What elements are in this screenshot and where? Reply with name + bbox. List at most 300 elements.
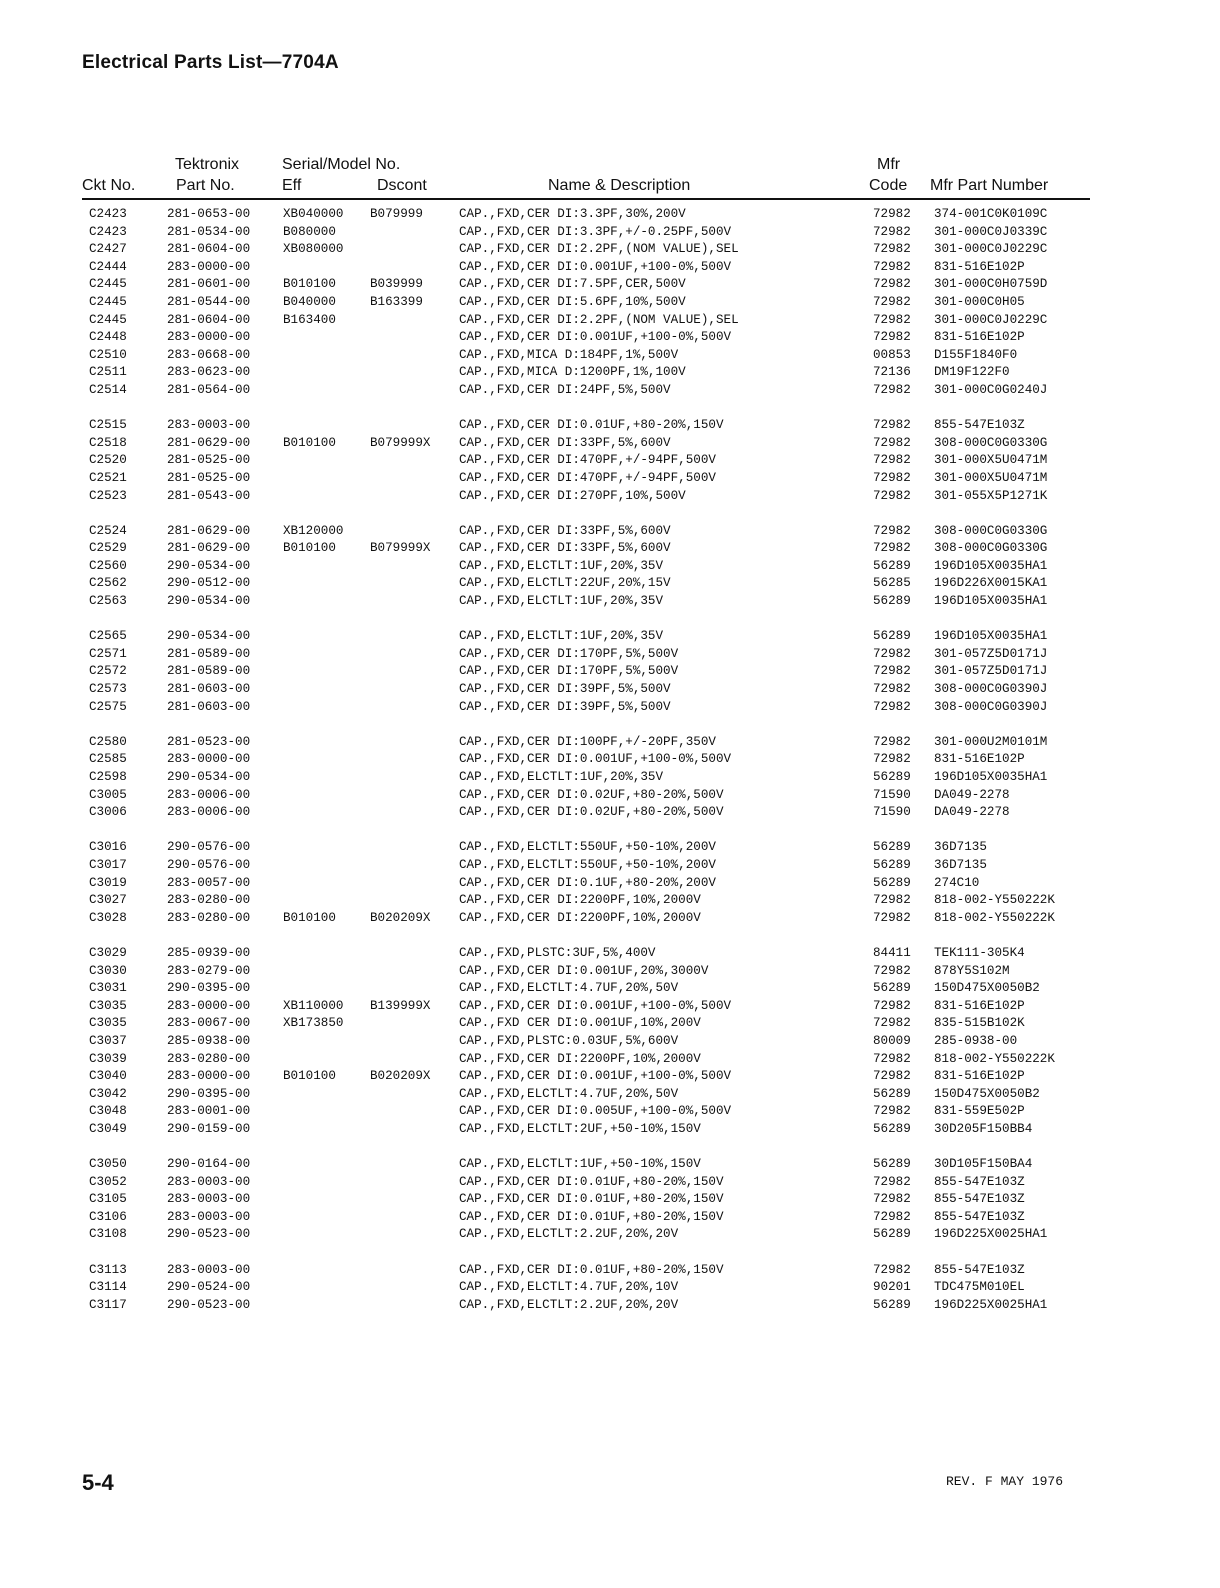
name-description: CAP.,FXD,CER DI:0.001UF,+100-0%,500V [459,330,732,345]
mfr-part-number: 831-516E102P [934,259,1025,274]
serial-eff: B010100 [283,277,336,292]
part-no: 290-0523-00 [167,1227,251,1242]
ckt-no: C2445 [89,277,127,292]
mfr-part-number: 878Y5S102M [934,963,1010,978]
part-no: 281-0629-00 [167,435,251,450]
mfr-part-number: 196D105X0035HA1 [934,558,1048,573]
part-no: 281-0601-00 [167,277,251,292]
mfr-part-number: 196D225X0025HA1 [934,1297,1048,1312]
part-no: 283-0003-00 [167,1174,251,1189]
ckt-no: C3027 [89,893,127,908]
ckt-no: C3052 [89,1174,127,1189]
name-description: CAP.,FXD,CER DI:39PF,5%,500V [459,682,671,697]
mfr-part-number: 308-000C0G0390J [934,682,1048,697]
name-description: CAP.,FXD,ELCTLT:4.7UF,20%,50V [459,981,679,996]
mfr-code: 72982 [873,207,911,221]
mfr-code: 56289 [873,857,911,872]
table-row [0,1033,1220,1051]
table-row [0,1068,1220,1086]
parts-table-body [0,206,1220,1332]
ckt-no: C3031 [89,981,127,996]
ckt-no: C3006 [89,805,127,820]
name-description: CAP.,FXD,ELCTLT:2UF,+50-10%,150V [459,1121,701,1136]
mfr-code: 56289 [873,840,911,855]
ckt-no: C2598 [89,770,127,784]
serial-dscont: B020209X [370,1069,431,1084]
table-row [0,312,1220,330]
mfr-code: 71590 [873,805,911,820]
mfr-code: 72982 [873,259,911,274]
mfr-part-number: 831-516E102P [934,752,1025,767]
part-no: 290-0395-00 [167,981,251,996]
name-description: CAP.,FXD,ELCTLT:1UF,20%,35V [459,629,664,644]
name-description: CAP.,FXD,CER DI:33PF,5%,600V [459,541,671,556]
part-no: 290-0512-00 [167,576,251,591]
part-no: 283-0006-00 [167,805,251,820]
mfr-part-number: 274C10 [934,875,980,890]
part-no: 281-0564-00 [167,382,251,397]
part-no: 283-0003-00 [167,418,251,433]
part-no: 283-0067-00 [167,1016,251,1031]
part-no: 281-0629-00 [167,523,251,538]
serial-eff: B040000 [283,294,336,309]
part-no: 281-0525-00 [167,470,251,485]
row-group [0,1156,1220,1244]
ckt-no: C2448 [89,330,127,345]
mfr-code: 72982 [873,646,911,661]
mfr-code: 72982 [873,699,911,714]
table-row [0,558,1220,576]
mfr-part-number: 150D475X0050B2 [934,1086,1040,1101]
part-no: 281-0603-00 [167,699,251,714]
table-row [0,1226,1220,1244]
table-row [0,875,1220,893]
name-description: CAP.,FXD,PLSTC:3UF,5%,400V [459,945,656,960]
ckt-no: C3030 [89,963,127,978]
row-group [0,839,1220,927]
ckt-no: C3019 [89,875,127,890]
part-no: 290-0534-00 [167,558,251,573]
ckt-no: C3113 [89,1262,127,1277]
name-description: CAP.,FXD,CER DI:7.5PF,CER,500V [459,277,686,292]
name-description: CAP.,FXD,ELCTLT:1UF,+50-10%,150V [459,1157,701,1172]
name-description: CAP.,FXD,CER DI:0.001UF,+100-0%,500V [459,998,732,1013]
row-group [0,1262,1220,1315]
ckt-no: C2445 [89,312,127,327]
serial-eff: XB080000 [283,242,344,257]
table-row [0,804,1220,822]
mfr-code: 72982 [873,963,911,978]
row-group [0,734,1220,822]
name-description: CAP.,FXD,ELCTLT:4.7UF,20%,50V [459,1086,679,1101]
table-row [0,593,1220,611]
mfr-part-number: DA049-2278 [934,805,1010,820]
table-row [0,206,1220,224]
mfr-code: 56289 [873,558,911,573]
table-row [0,945,1220,963]
table-row [0,364,1220,382]
mfr-part-number: 831-516E102P [934,1069,1025,1084]
serial-eff: B010100 [283,1069,336,1084]
mfr-part-number: 30D105F150BA4 [934,1157,1033,1172]
table-row [0,1262,1220,1280]
ckt-no: C2560 [89,558,127,573]
mfr-code: 72982 [873,523,911,538]
mfr-code: 72982 [873,312,911,327]
mfr-part-number: 301-000C0G0240J [934,382,1048,397]
name-description: CAP.,FXD,CER DI:33PF,5%,600V [459,435,671,450]
part-no: 283-0000-00 [167,752,251,767]
serial-dscont: B079999 [370,207,423,221]
mfr-code: 72982 [873,1209,911,1224]
mfr-code: 56289 [873,1086,911,1101]
name-description: CAP.,FXD,CER DI:100PF,+/-20PF,350V [459,734,716,749]
header-part-no: Part No. [176,177,235,194]
name-description: CAP.,FXD,CER DI:33PF,5%,600V [459,523,671,538]
mfr-code: 56289 [873,629,911,644]
name-description: CAP.,FXD,CER DI:0.02UF,+80-20%,500V [459,805,724,820]
ckt-no: C3049 [89,1121,127,1136]
name-description: CAP.,FXD,CER DI:0.1UF,+80-20%,200V [459,875,716,890]
mfr-code: 72982 [873,1104,911,1119]
ckt-no: C2445 [89,294,127,309]
mfr-code: 72982 [873,1069,911,1084]
mfr-code: 72982 [873,1051,911,1066]
name-description: CAP.,FXD,ELCTLT:1UF,20%,35V [459,594,664,609]
ckt-no: C2427 [89,242,127,257]
serial-eff: XB120000 [283,523,344,538]
part-no: 285-0938-00 [167,1033,251,1048]
name-description: CAP.,FXD,CER DI:0.001UF,+100-0%,500V [459,1069,732,1084]
ckt-no: C3042 [89,1086,127,1101]
ckt-no: C2510 [89,347,127,362]
part-no: 281-0604-00 [167,242,251,257]
serial-eff: XB040000 [283,207,344,221]
table-row [0,1279,1220,1297]
name-description: CAP.,FXD,ELCTLT:2.2UF,20%,20V [459,1297,679,1312]
mfr-part-number: 196D226X0015KA1 [934,576,1048,591]
part-no: 283-0623-00 [167,365,251,380]
name-description: CAP.,FXD,CER DI:3.3PF,+/-0.25PF,500V [459,224,732,239]
mfr-code: 72982 [873,488,911,503]
table-row [0,1191,1220,1209]
mfr-code: 84411 [873,945,911,960]
ckt-no: C2423 [89,207,127,221]
name-description: CAP.,FXD,CER DI:470PF,+/-94PF,500V [459,453,716,468]
part-no: 290-0534-00 [167,770,251,784]
ckt-no: C3106 [89,1209,127,1224]
name-description: CAP.,FXD,CER DI:3.3PF,30%,200V [459,207,686,221]
name-description: CAP.,FXD,MICA D:184PF,1%,500V [459,347,679,362]
mfr-part-number: 855-547E103Z [934,1209,1025,1224]
name-description: CAP.,FXD,MICA D:1200PF,1%,100V [459,365,686,380]
table-row [0,663,1220,681]
part-no: 290-0524-00 [167,1280,251,1295]
serial-dscont: B020209X [370,910,431,925]
header-mfr-part-number: Mfr Part Number [930,177,1049,194]
mfr-code: 56289 [873,1297,911,1312]
mfr-part-number: 308-000C0G0390J [934,699,1048,714]
name-description: CAP.,FXD,ELCTLT:22UF,20%,15V [459,576,671,591]
ckt-no: C3108 [89,1227,127,1242]
mfr-code: 72982 [873,1016,911,1031]
name-description: CAP.,FXD,CER DI:170PF,5%,500V [459,664,679,679]
table-row [0,523,1220,541]
name-description: CAP.,FXD,CER DI:170PF,5%,500V [459,646,679,661]
serial-dscont: B079999X [370,541,431,556]
mfr-code: 56285 [873,576,911,591]
table-row [0,980,1220,998]
part-no: 290-0523-00 [167,1297,251,1312]
ckt-no: C3039 [89,1051,127,1066]
name-description: CAP.,FXD,ELCTLT:4.7UF,20%,10V [459,1280,679,1295]
part-no: 290-0164-00 [167,1157,251,1172]
mfr-code: 72982 [873,330,911,345]
table-row [0,1051,1220,1069]
table-row [0,963,1220,981]
mfr-part-number: 301-000C0J0339C [934,224,1048,239]
mfr-part-number: 855-547E103Z [934,1192,1025,1207]
name-description: CAP.,FXD,CER DI:2.2PF,(NOM VALUE),SEL [459,242,739,257]
mfr-code: 72982 [873,277,911,292]
ckt-no: C3048 [89,1104,127,1119]
mfr-code: 72982 [873,734,911,749]
mfr-part-number: 301-000U2M0101M [934,734,1048,749]
row-group [0,628,1220,716]
revision-note: REV. F MAY 1976 [946,1474,1064,1489]
serial-eff: B010100 [283,435,336,450]
mfr-code: 72982 [873,242,911,257]
mfr-code: 72982 [873,1262,911,1277]
ckt-no: C3035 [89,998,127,1013]
mfr-part-number: D155F1840F0 [934,347,1018,362]
part-no: 283-0280-00 [167,1051,251,1066]
header-tektronix: Tektronix [175,156,240,173]
part-no: 281-0653-00 [167,207,251,221]
part-no: 281-0629-00 [167,541,251,556]
ckt-no: C2444 [89,259,127,274]
name-description: CAP.,FXD,CER DI:0.01UF,+80-20%,150V [459,1209,724,1224]
mfr-part-number: 301-000C0J0229C [934,242,1048,257]
mfr-part-number: 36D7135 [934,857,987,872]
ckt-no: C3037 [89,1033,127,1048]
header-dscont: Dscont [377,177,427,194]
ckt-no: C2562 [89,576,127,591]
mfr-part-number: DM19F122F0 [934,365,1010,380]
name-description: CAP.,FXD,CER DI:0.01UF,+80-20%,150V [459,1192,724,1207]
table-row [0,787,1220,805]
mfr-code: 72982 [873,224,911,239]
name-description: CAP.,FXD,CER DI:5.6PF,10%,500V [459,294,686,309]
mfr-part-number: TDC475M010EL [934,1280,1025,1295]
mfr-part-number: 308-000C0G0330G [934,523,1048,538]
mfr-code: 72982 [873,1174,911,1189]
table-row [0,892,1220,910]
table-row [0,1156,1220,1174]
mfr-code: 72982 [873,541,911,556]
part-no: 283-0000-00 [167,259,251,274]
serial-eff: B010100 [283,541,336,556]
table-row [0,1015,1220,1033]
name-description: CAP.,FXD,CER DI:0.001UF,+100-0%,500V [459,259,732,274]
table-row [0,276,1220,294]
table-row [0,628,1220,646]
mfr-part-number: 196D105X0035HA1 [934,594,1048,609]
table-row [0,435,1220,453]
part-no: 290-0576-00 [167,840,251,855]
mfr-code: 00853 [873,347,911,362]
ckt-no: C2521 [89,470,127,485]
table-row [0,646,1220,664]
name-description: CAP.,FXD,CER DI:0.02UF,+80-20%,500V [459,787,724,802]
serial-eff: XB173850 [283,1016,344,1031]
name-description: CAP.,FXD,CER DI:470PF,+/-94PF,500V [459,470,716,485]
name-description: CAP.,FXD,CER DI:270PF,10%,500V [459,488,686,503]
part-no: 281-0544-00 [167,294,251,309]
name-description: CAP.,FXD,ELCTLT:2.2UF,20%,20V [459,1227,679,1242]
table-row [0,488,1220,506]
part-no: 283-0668-00 [167,347,251,362]
ckt-no: C3005 [89,787,127,802]
table-row [0,470,1220,488]
mfr-code: 72982 [873,435,911,450]
row-group [0,206,1220,400]
name-description: CAP.,FXD,CER DI:2.2PF,(NOM VALUE),SEL [459,312,739,327]
mfr-part-number: 30D205F150BB4 [934,1121,1033,1136]
ckt-no: C2523 [89,488,127,503]
table-header [82,156,1090,200]
mfr-part-number: 831-516E102P [934,330,1025,345]
mfr-code: 72982 [873,294,911,309]
name-description: CAP.,FXD,CER DI:2200PF,10%,2000V [459,910,701,925]
mfr-part-number: 308-000C0G0330G [934,541,1048,556]
ckt-no: C2520 [89,453,127,468]
name-description: CAP.,FXD,CER DI:0.005UF,+100-0%,500V [459,1104,732,1119]
table-row [0,382,1220,400]
mfr-part-number: 855-547E103Z [934,1174,1025,1189]
table-row [0,1174,1220,1192]
table-row [0,1103,1220,1121]
ckt-no: C3028 [89,910,127,925]
table-row [0,540,1220,558]
name-description: CAP.,FXD,CER DI:0.01UF,+80-20%,150V [459,1174,724,1189]
mfr-code: 72982 [873,998,911,1013]
mfr-part-number: 301-055X5P1271K [934,488,1048,503]
part-no: 283-0057-00 [167,875,251,890]
mfr-code: 72982 [873,453,911,468]
part-no: 290-0159-00 [167,1121,251,1136]
mfr-code: 56289 [873,770,911,784]
ckt-no: C2565 [89,629,127,644]
name-description: CAP.,FXD,CER DI:0.001UF,+100-0%,500V [459,752,732,767]
serial-dscont: B079999X [370,435,431,450]
serial-dscont: B163399 [370,294,423,309]
part-no: 283-0280-00 [167,893,251,908]
serial-eff: XB110000 [283,998,344,1013]
mfr-code: 56289 [873,594,911,609]
mfr-part-number: 301-057Z5D0171J [934,664,1048,679]
table-row [0,575,1220,593]
mfr-part-number: 301-000C0J0229C [934,312,1048,327]
mfr-code: 72982 [873,752,911,767]
ckt-no: C2572 [89,664,127,679]
mfr-code: 72982 [873,382,911,397]
mfr-code: 56289 [873,1227,911,1242]
mfr-part-number: 374-001C0K0109C [934,207,1048,221]
part-no: 281-0589-00 [167,646,251,661]
part-no: 283-0003-00 [167,1192,251,1207]
serial-eff: B010100 [283,910,336,925]
part-no: 283-0000-00 [167,1069,251,1084]
mfr-part-number: 308-000C0G0330G [934,435,1048,450]
mfr-part-number: 196D225X0025HA1 [934,1227,1048,1242]
table-row [0,259,1220,277]
part-no: 281-0525-00 [167,453,251,468]
mfr-code: 71590 [873,787,911,802]
table-row [0,452,1220,470]
mfr-part-number: 831-516E102P [934,998,1025,1013]
ckt-no: C3017 [89,857,127,872]
mfr-code: 56289 [873,875,911,890]
mfr-part-number: 36D7135 [934,840,987,855]
table-row [0,910,1220,928]
part-no: 281-0604-00 [167,312,251,327]
part-no: 283-0006-00 [167,787,251,802]
mfr-code: 80009 [873,1033,911,1048]
mfr-part-number: 196D105X0035HA1 [934,629,1048,644]
table-row [0,1086,1220,1104]
table-row [0,329,1220,347]
mfr-part-number: 301-000X5U0471M [934,453,1048,468]
table-row [0,769,1220,787]
part-no: 290-0576-00 [167,857,251,872]
mfr-part-number: 301-000C0H05 [934,294,1025,309]
name-description: CAP.,FXD,CER DI:24PF,5%,500V [459,382,671,397]
ckt-no: C2524 [89,523,127,538]
part-no: 283-0000-00 [167,998,251,1013]
mfr-part-number: 301-000C0H0759D [934,277,1048,292]
row-group [0,523,1220,611]
table-row [0,241,1220,259]
row-group [0,417,1220,505]
mfr-code: 72982 [873,470,911,485]
mfr-part-number: 818-002-Y550222K [934,1051,1055,1066]
header-serial-model: Serial/Model No. [282,156,401,173]
mfr-code: 72982 [873,418,911,433]
part-no: 283-0279-00 [167,963,251,978]
name-description: CAP.,FXD,PLSTC:0.03UF,5%,600V [459,1033,679,1048]
table-row [0,998,1220,1016]
ckt-no: C2518 [89,435,127,450]
mfr-part-number: 818-002-Y550222K [934,893,1055,908]
ckt-no: C2514 [89,382,127,397]
mfr-code: 72136 [873,365,911,380]
part-no: 283-0003-00 [167,1262,251,1277]
ckt-no: C3114 [89,1280,127,1295]
ckt-no: C2573 [89,682,127,697]
ckt-no: C2423 [89,224,127,239]
table-row [0,839,1220,857]
part-no: 290-0534-00 [167,629,251,644]
mfr-code: 72982 [873,910,911,925]
mfr-code: 72982 [873,893,911,908]
part-no: 285-0939-00 [167,945,251,960]
ckt-no: C3105 [89,1192,127,1207]
mfr-code: 56289 [873,1157,911,1172]
name-description: CAP.,FXD,CER DI:2200PF,10%,2000V [459,1051,701,1066]
ckt-no: C2585 [89,752,127,767]
name-description: CAP.,FXD,CER DI:2200PF,10%,2000V [459,893,701,908]
